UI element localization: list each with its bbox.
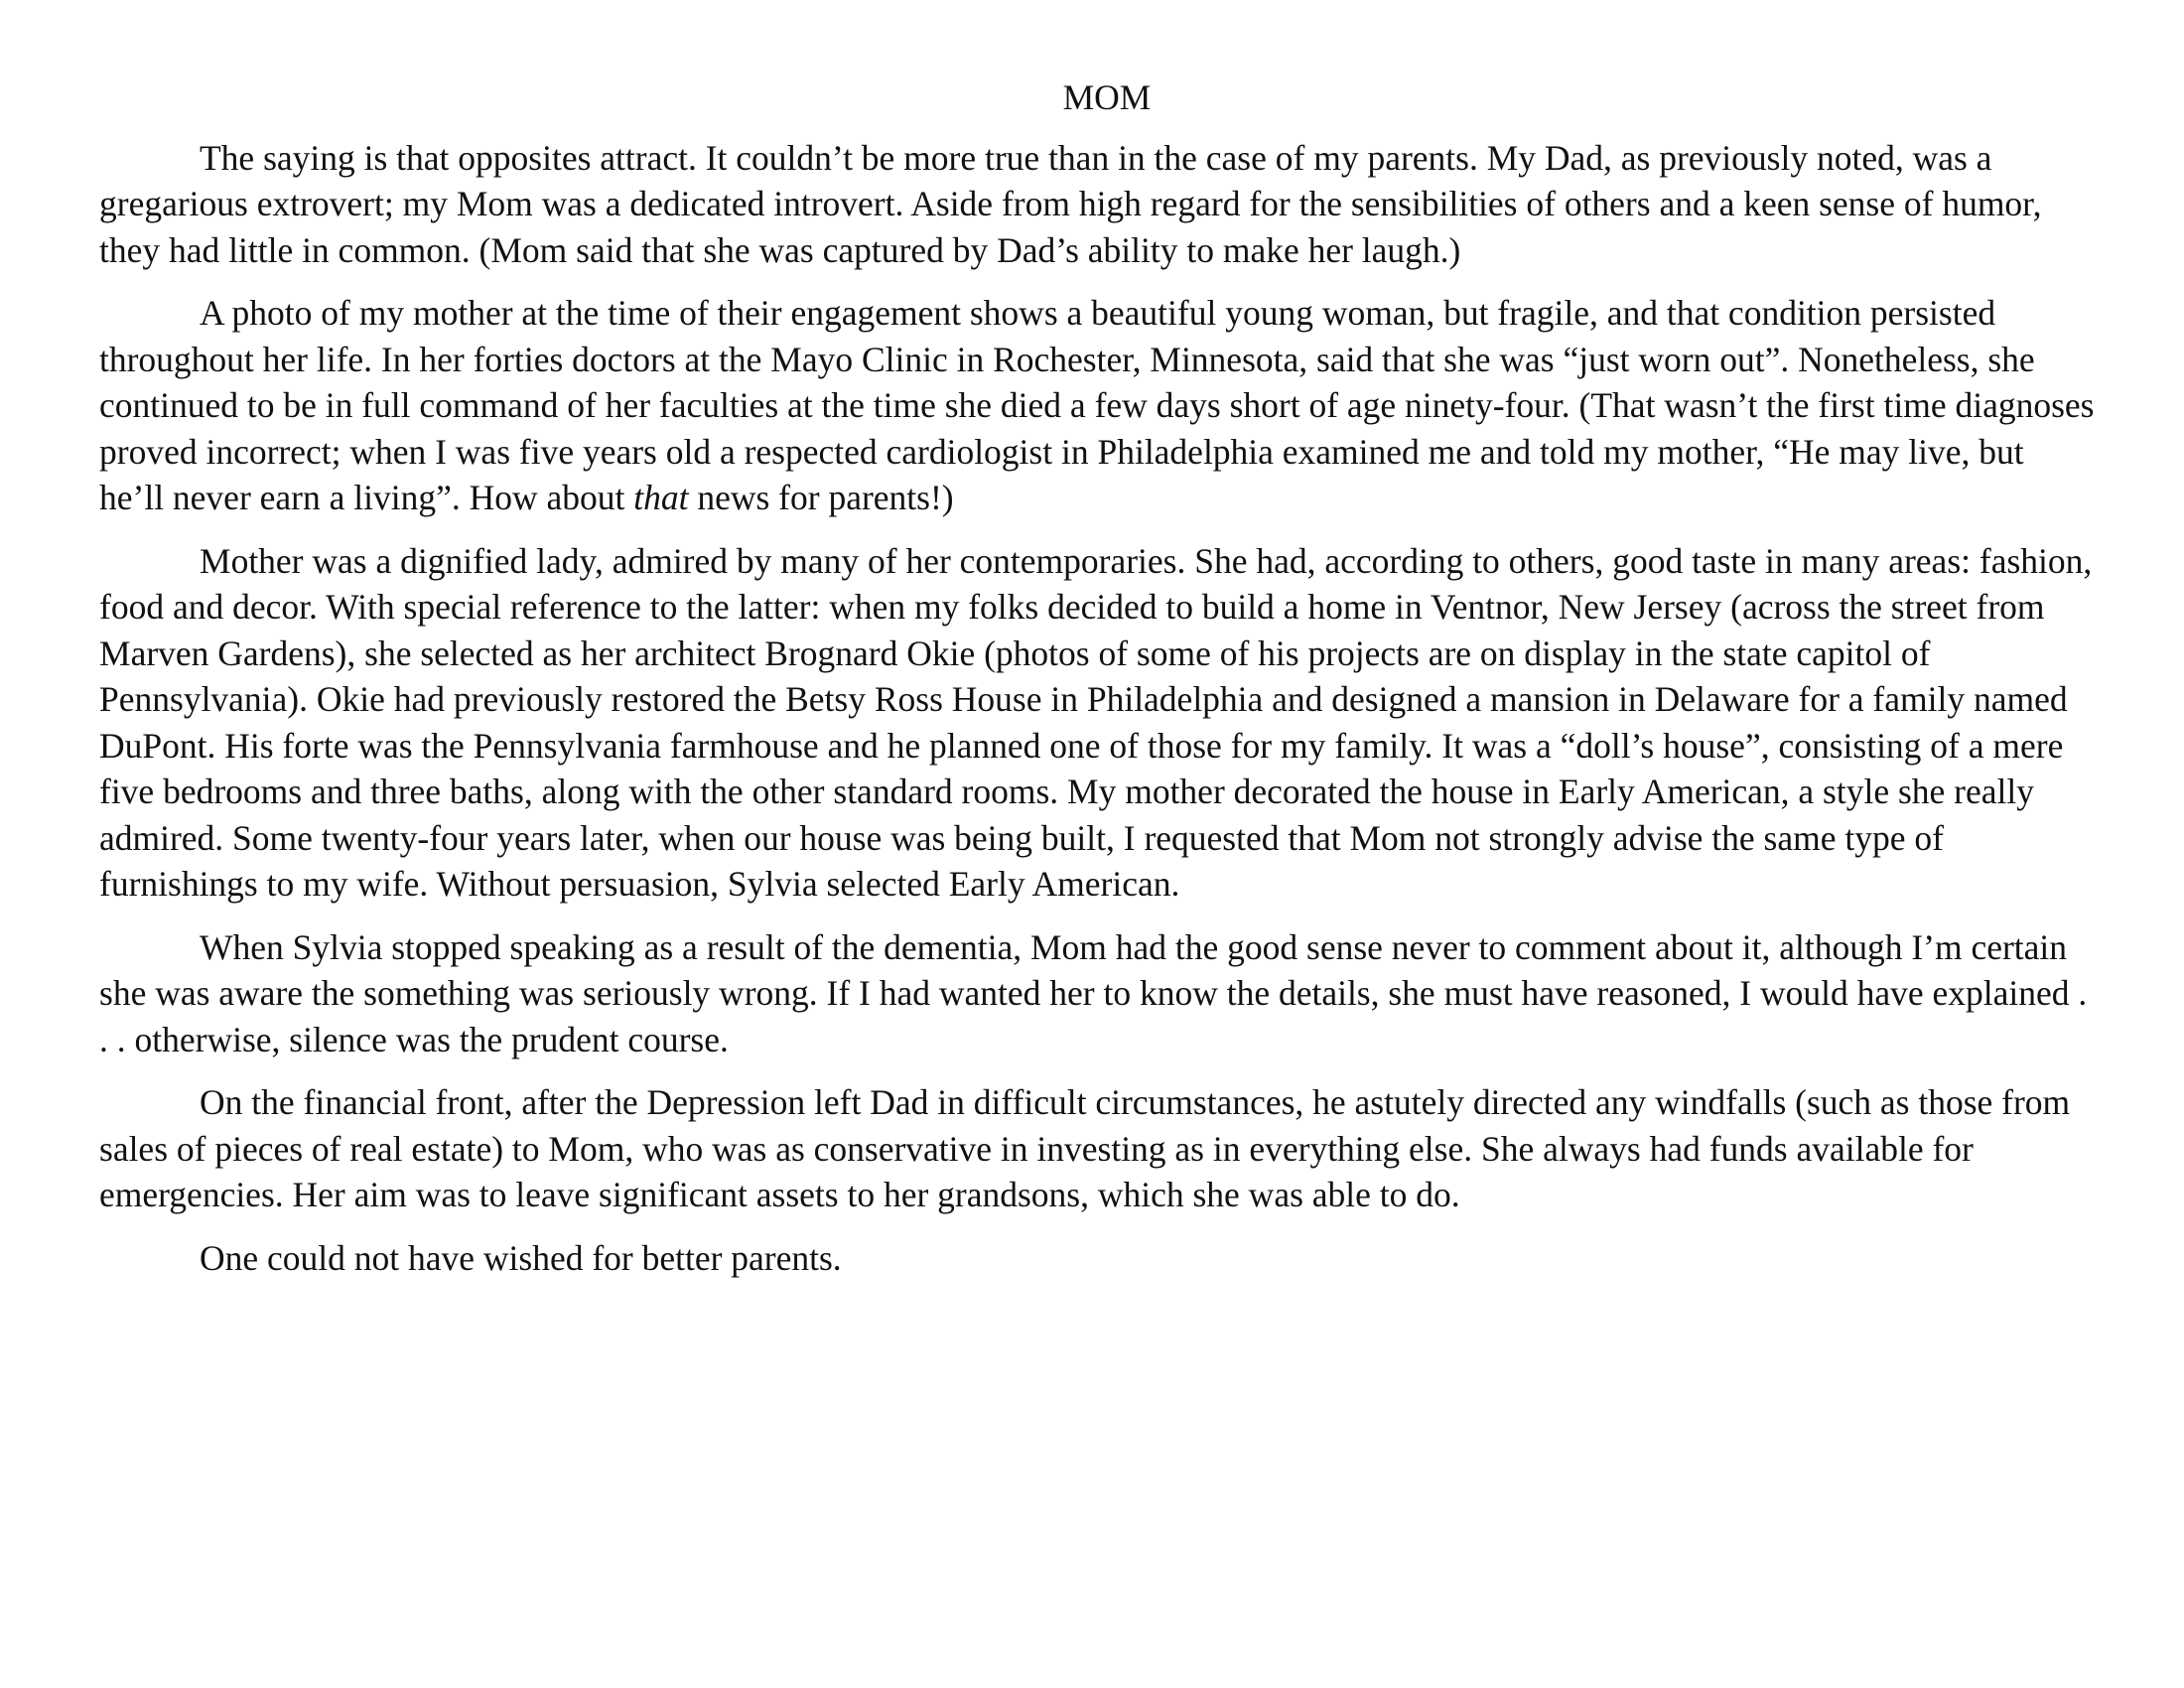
emphasized-word: that — [633, 478, 689, 517]
paragraph-better-parents: One could not have wished for better parents. — [200, 1237, 842, 1278]
paragraph-opposites-attract: The saying is that opposites attract. It couldn’t be more true than in the case of my parents. My Dad, as previously noted, was a gregarious extrovert; my Mom was a dedicated introvert. Aside from high regard for the sensibilities of others and a keen sense of humor, they had little in common. (Mom said that she was captured by Dad’s ability to make her laugh.) — [99, 137, 2042, 270]
paragraph-financial-front: On the financial front, after the Depression left Dad in difficult circumstances, he astutely directed any windfalls (such as those from sales of pieces of real estate) to Mom, who was as conservative in investing as in everything else. She always had funds available for emergencies. Her aim was to leave significant assets to her grandsons, which she was able to do. — [99, 1082, 2071, 1214]
paragraph-dignified-lady: Mother was a dignified lady, admired by many of her contemporaries. She had, according to others, good taste in many areas: fashion, food and decor. With special reference to the latter: when my folks decided to build a home in Ventnor, New Jersey (across the street from Marven Gardens), she selected as her architect Brognard Okie (photos of some of his projects are on display in the state capitol of Pennsylvania). Okie had previously restored the Betsy Ross House in Philadelphia and designed a mansion in Delaware for a family named DuPont. His forte was the Pennsylvania farmhouse and he planned one of those for my family. It was a “doll’s house”, consisting of a mere five bedrooms and three baths, along with the other standard rooms. My mother decorated the house in Early American, a style she really admired. Some twenty-four years later, when our house was being built, I requested that Mom not strongly advise the same type of furnishings to my wife. Without persuasion, Sylvia selected Early American. — [99, 540, 2093, 904]
paragraph-photo-engagement — [99, 290, 2095, 521]
document-page — [99, 74, 2095, 1281]
paragraph-sylvia-dementia: When Sylvia stopped speaking as a result of the dementia, Mom had the good sense never to comment about it, although I’m certain she was aware the something was seriously wrong. If I had wanted her to know the details, she must have reasoned, I would have explained . . . otherwise, silence was the prudent course. — [99, 926, 2088, 1059]
paragraph-text-after-emphasis: news for parents!) — [688, 478, 954, 517]
paragraph-text-before-emphasis: A photo of my mother at the time of their engagement shows a beautiful young woman, but fragile, and that condition persisted throughout her life. In her forties doctors at the Mayo Clinic in Rochester, Minnesota, said that she was “just worn out”. Nonetheless, she continued to be in full command of her faculties at the time she died a few days short of age ninety-four. (That wasn’t the first time diagnoses proved incorrect; when I was five years old a respected cardiologist in Philadelphia examined me and told my mother, “He may live, but he’ll never earn a living”. How about — [99, 293, 2095, 517]
page-title: MOM — [1062, 77, 1152, 117]
